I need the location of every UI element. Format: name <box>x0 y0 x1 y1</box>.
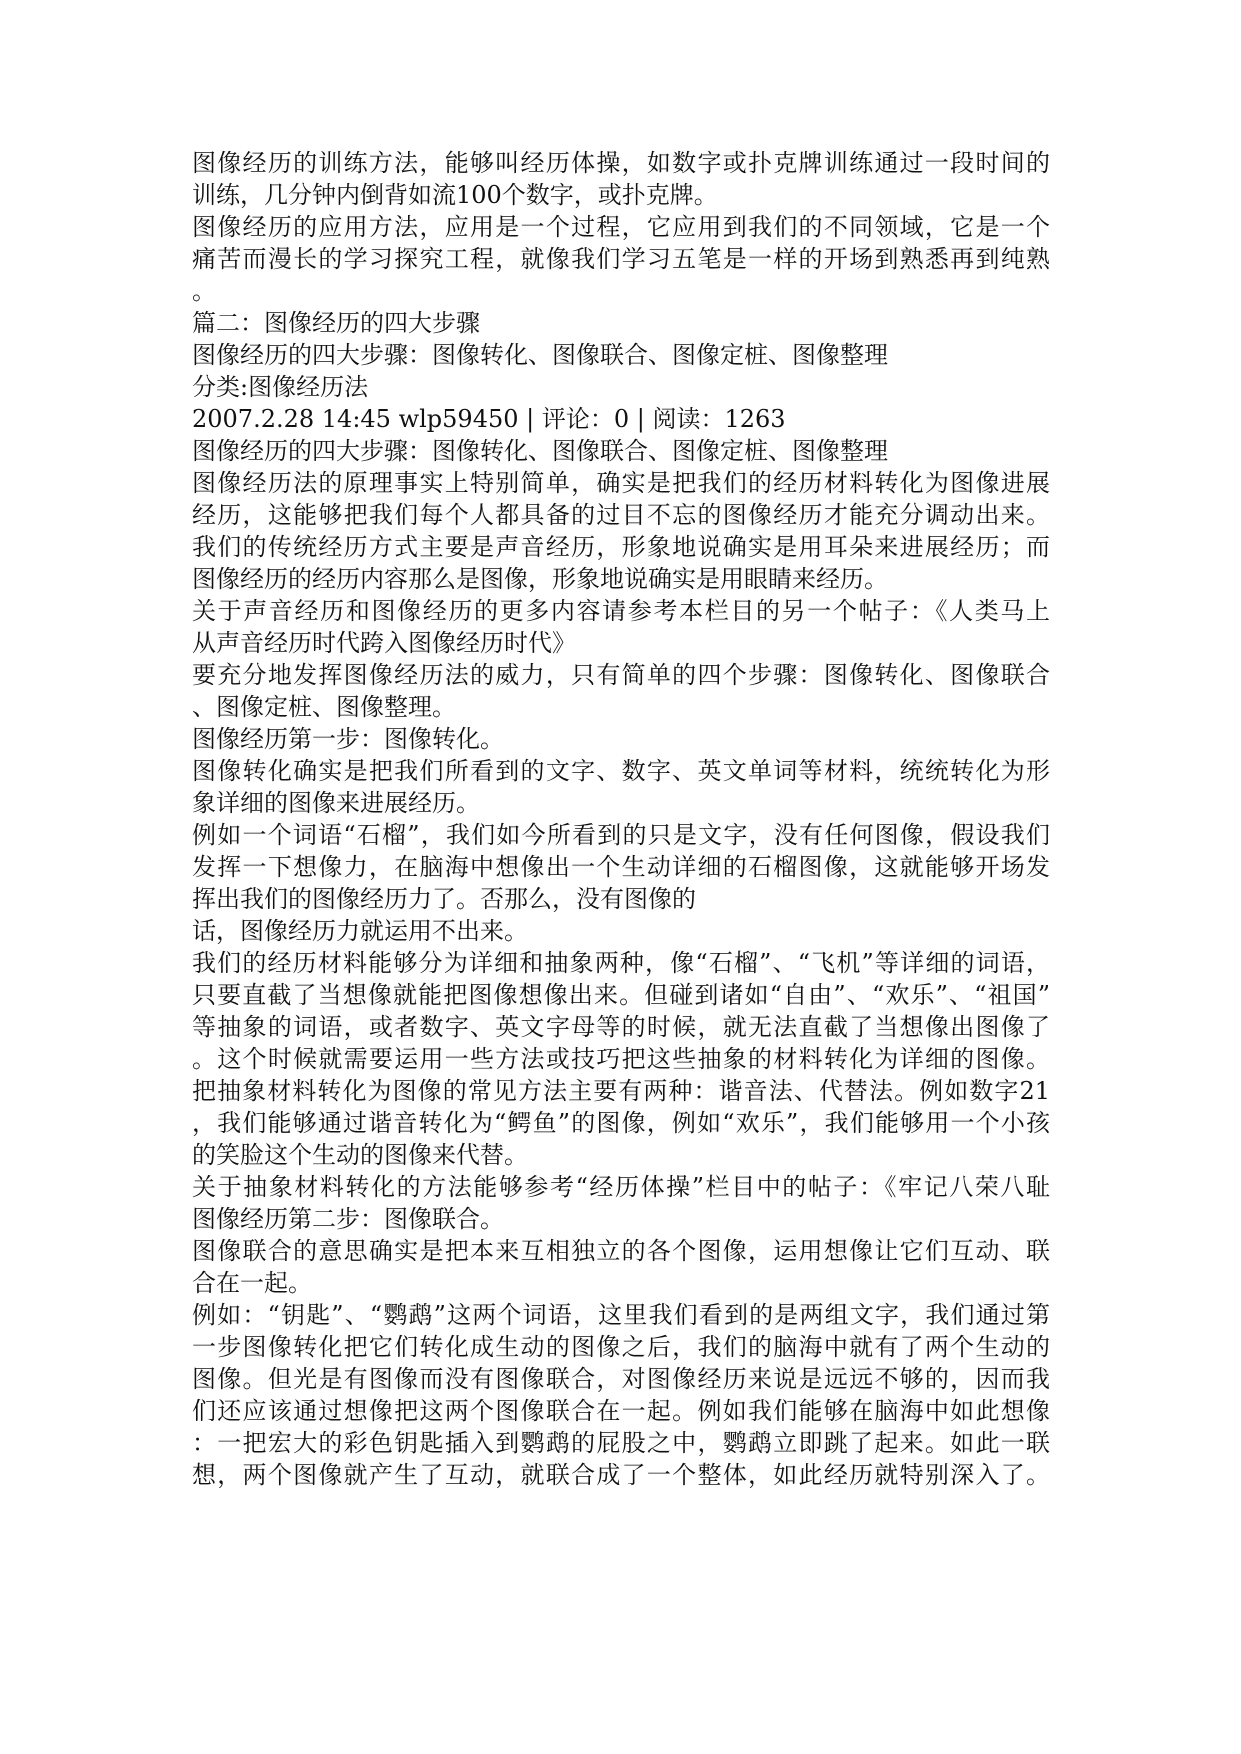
text-line: 要充分地发挥图像经历法的威力，只有简单的四个步骤：图像转化、图像联合 <box>192 661 1050 689</box>
text-line: 、图像定桩、图像整理。 <box>192 693 456 721</box>
text-line: 图像经历的四大步骤：图像转化、图像联合、图像定桩、图像整理 <box>192 437 888 465</box>
text-line: 话，图像经历力就运用不出来。 <box>192 917 528 945</box>
text-line: 。 <box>192 277 216 305</box>
text-line: 挥出我们的图像经历力了。否那么，没有图像的 <box>192 885 696 913</box>
text-line: 一步图像转化把它们转化成生动的图像之后，我们的脑海中就有了两个生动的 <box>192 1333 1050 1361</box>
text-line: 图像经历法的原理事实上特别简单，确实是把我们的经历材料转化为图像进展 <box>192 469 1050 497</box>
text-line: 发挥一下想像力，在脑海中想像出一个生动详细的石榴图像，这就能够开场发 <box>192 853 1050 881</box>
text-line: 痛苦而漫长的学习探究工程，就像我们学习五笔是一样的开场到熟悉再到纯熟 <box>192 245 1050 273</box>
text-line: 关于抽象材料转化的方法能够参考“经历体操”栏目中的帖子：《牢记八荣八耻 <box>192 1173 1050 1201</box>
text-line: 图像经历的经历内容那么是图像，形象地说确实是用眼睛来经历。 <box>192 565 888 593</box>
text-line: 们还应该通过想像把这两个图像联合在一起。例如我们能够在脑海中如此想像 <box>192 1397 1050 1425</box>
text-line: 图像联合的意思确实是把本来互相独立的各个图像，运用想像让它们互动、联 <box>192 1237 1050 1265</box>
text-line: ：一把宏大的彩色钥匙插入到鹦鹉的屁股之中，鹦鹉立即跳了起来。如此一联 <box>192 1429 1050 1457</box>
text-line: 的笑脸这个生动的图像来代替。 <box>192 1141 528 1169</box>
text-line: 篇二：图像经历的四大步骤 <box>192 309 480 337</box>
text-line: 分类:图像经历法 <box>192 373 369 401</box>
text-line: 图像经历第二步：图像联合。 <box>192 1205 504 1233</box>
text-line: ，我们能够通过谐音转化为“鳄鱼”的图像，例如“欢乐”，我们能够用一个小孩 <box>192 1109 1050 1137</box>
text-line: 图像转化确实是把我们所看到的文字、数字、英文单词等材料，统统转化为形 <box>192 757 1050 785</box>
text-line: 只要直截了当想像就能把图像想像出来。但碰到诸如“自由”、“欢乐”、“祖国” <box>192 981 1050 1009</box>
text-line: 图像经历的四大步骤：图像转化、图像联合、图像定桩、图像整理 <box>192 341 888 369</box>
text-line: 合在一起。 <box>192 1269 312 1297</box>
text-line: 从声音经历时代跨入图像经历时代》 <box>192 629 576 657</box>
text-line: 把抽象材料转化为图像的常见方法主要有两种：谐音法、代替法。例如数字21 <box>192 1077 1050 1105</box>
text-line: 2007.2.28 14:45 wlp59450 | 评论：0 | 阅读：1263 <box>192 405 786 433</box>
text-line: 图像经历的训练方法，能够叫经历体操，如数字或扑克牌训练通过一段时间的 <box>192 149 1050 177</box>
text-line: 图像经历第一步：图像转化。 <box>192 725 504 753</box>
text-line: 关于声音经历和图像经历的更多内容请参考本栏目的另一个帖子：《人类马上 <box>192 597 1050 625</box>
text-line: 我们的经历材料能够分为详细和抽象两种，像“石榴”、“飞机”等详细的词语， <box>192 949 1050 977</box>
text-line: 例如一个词语“石榴”，我们如今所看到的只是文字，没有任何图像，假设我们 <box>192 821 1050 849</box>
text-line: 。这个时候就需要运用一些方法或技巧把这些抽象的材料转化为详细的图像。 <box>192 1045 1050 1073</box>
text-line: 我们的传统经历方式主要是声音经历，形象地说确实是用耳朵来进展经历；而 <box>192 533 1050 561</box>
text-line: 想，两个图像就产生了互动，就联合成了一个整体，如此经历就特别深入了。 <box>192 1461 1050 1489</box>
text-line: 经历，这能够把我们每个人都具备的过目不忘的图像经历才能充分调动出来。 <box>192 501 1050 529</box>
text-line: 等抽象的词语，或者数字、英文字母等的时候，就无法直截了当想像出图像了 <box>192 1013 1050 1041</box>
text-line: 例如：“钥匙”、“鹦鹉”这两个词语，这里我们看到的是两组文字，我们通过第 <box>192 1301 1050 1329</box>
text-line: 训练，几分钟内倒背如流100个数字，或扑克牌。 <box>192 181 718 209</box>
text-line: 图像。但光是有图像而没有图像联合，对图像经历来说是远远不够的，因而我 <box>192 1365 1050 1393</box>
text-line: 图像经历的应用方法，应用是一个过程，它应用到我们的不同领域，它是一个 <box>192 213 1050 241</box>
document-body <box>192 147 1050 1491</box>
text-line: 象详细的图像来进展经历。 <box>192 789 480 817</box>
